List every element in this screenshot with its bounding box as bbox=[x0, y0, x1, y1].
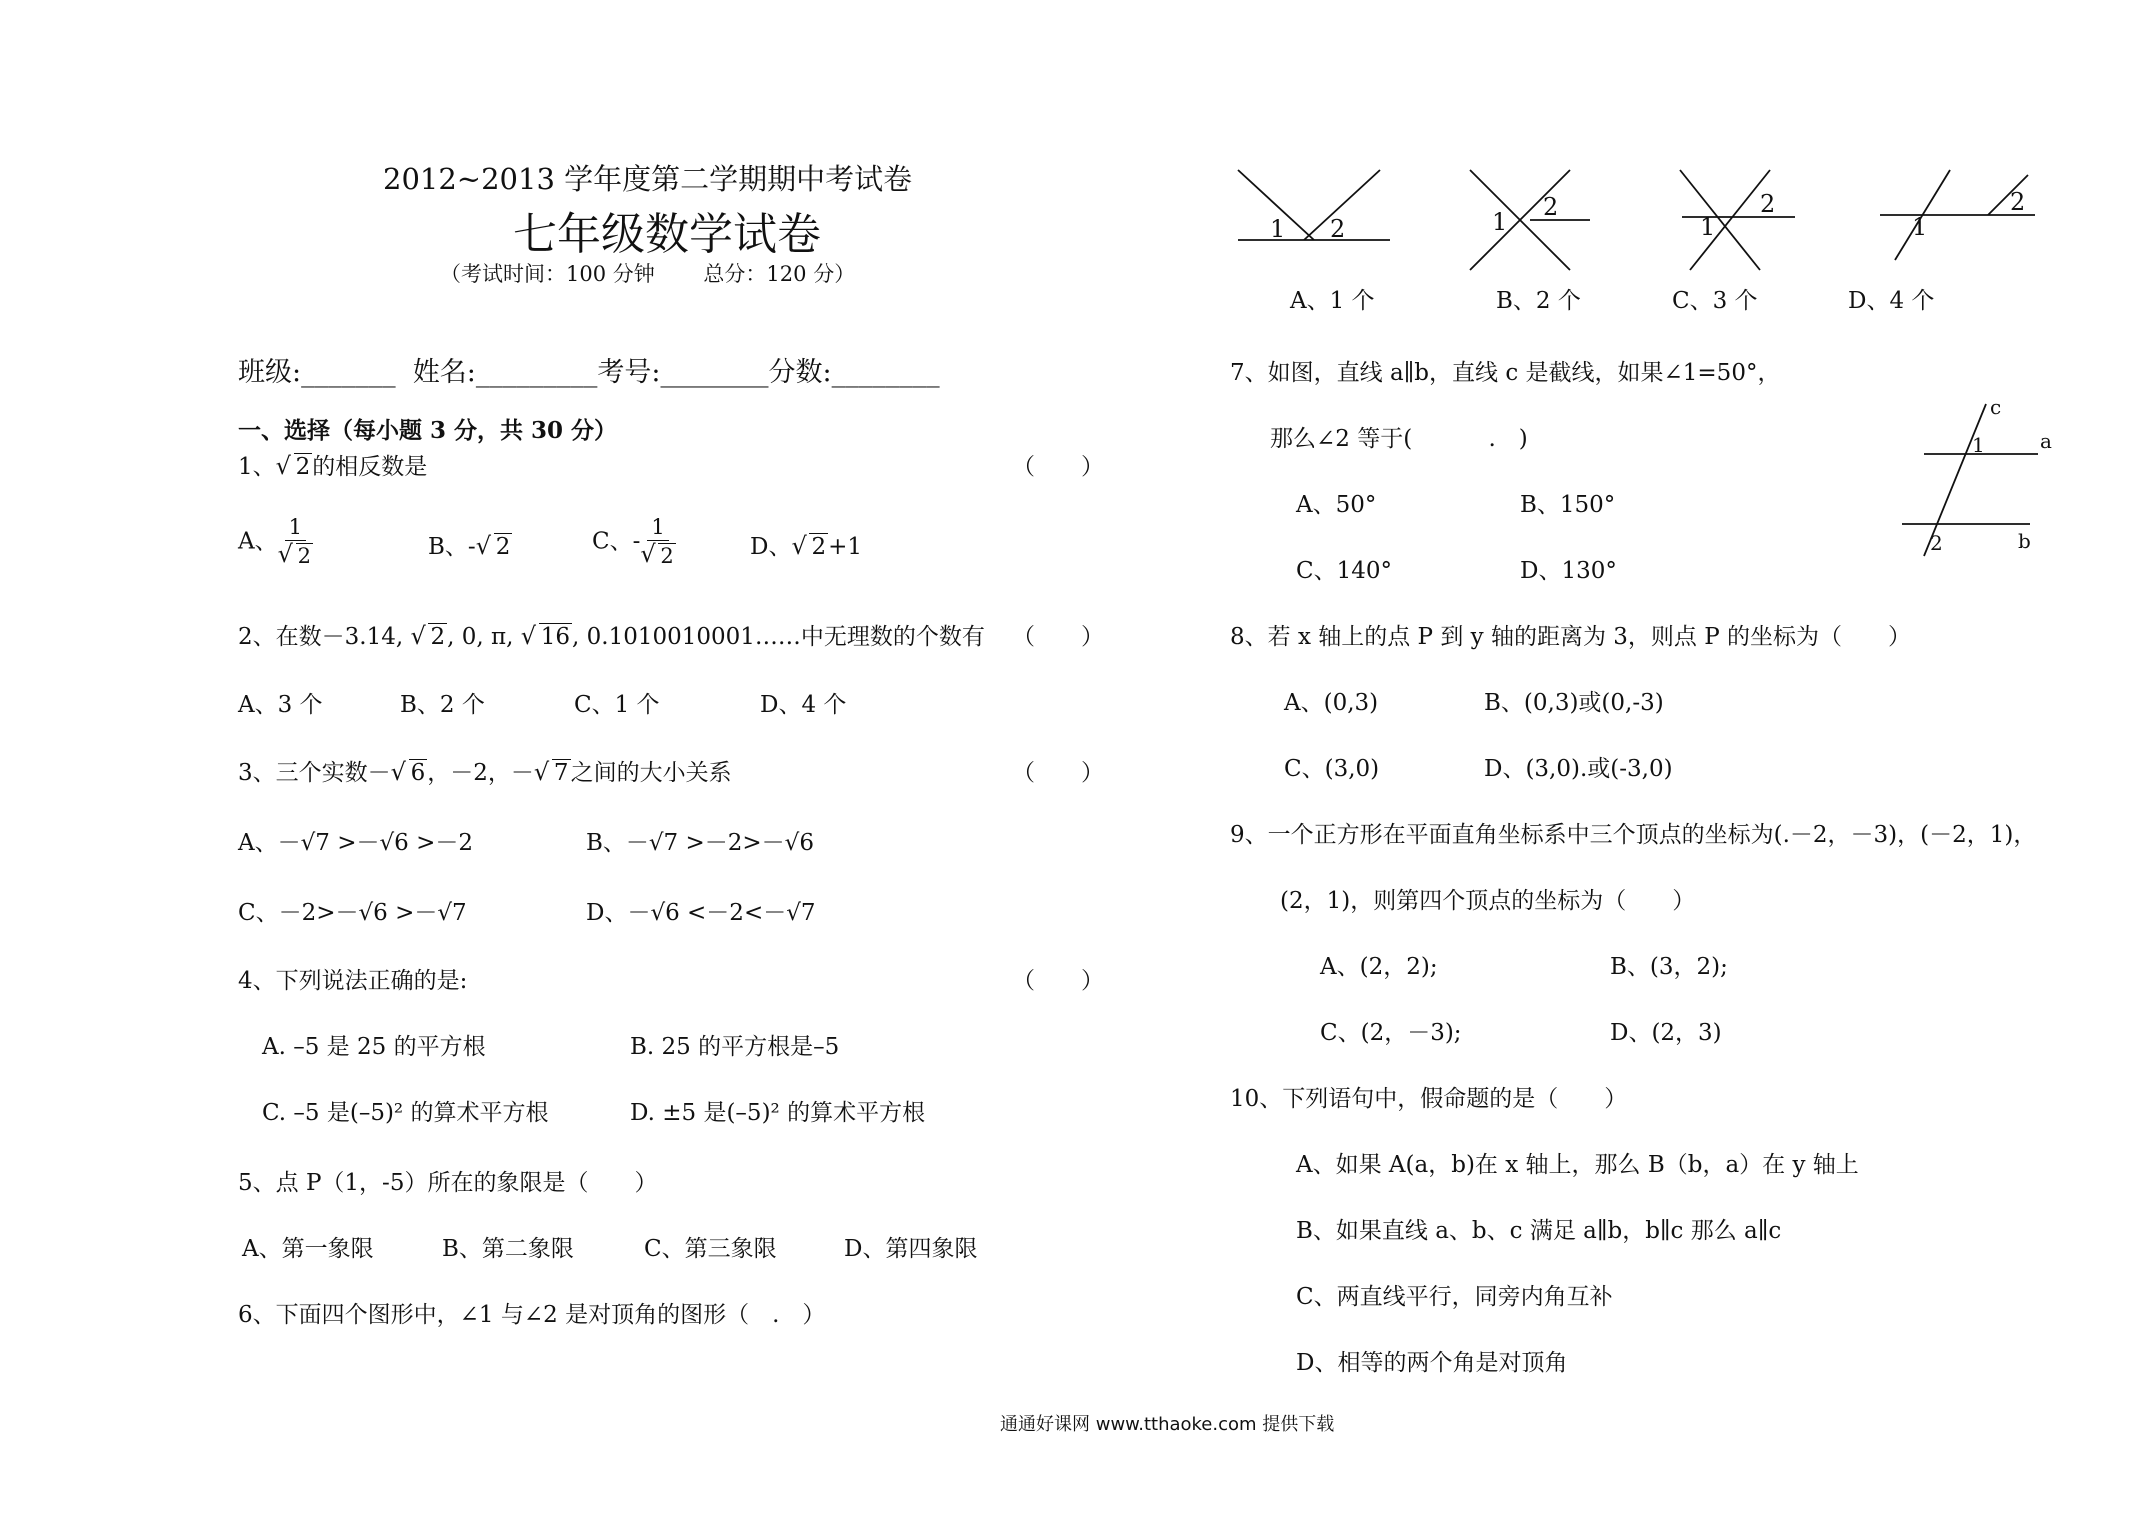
q2-option-d[interactable]: D、4 个 bbox=[760, 692, 847, 718]
q9-option-c[interactable]: C、(2，－3); bbox=[1320, 1020, 1462, 1046]
q4-option-d[interactable]: D. ±5 是(–5)² 的算术平方根 bbox=[630, 1100, 926, 1126]
q5-option-c[interactable]: C、第三象限 bbox=[644, 1236, 777, 1262]
q4-option-b[interactable]: B. 25 的平方根是–5 bbox=[630, 1034, 840, 1060]
class-label: 班级: bbox=[238, 357, 302, 388]
student-info-row bbox=[238, 350, 940, 389]
q5-option-a[interactable]: A、第一象限 bbox=[242, 1236, 374, 1262]
question-4: 4、下列说法正确的是: bbox=[238, 968, 468, 994]
q1-option-a[interactable]: A、 1 √ 2 bbox=[238, 514, 313, 571]
q3-option-b[interactable]: B、－√7 >－2>－√6 bbox=[586, 830, 814, 856]
exam-info: （考试时间：100 分钟 总分：120 分） bbox=[440, 262, 856, 286]
fig-c-label-2: 2 bbox=[1760, 190, 1776, 218]
term-title: 2012~2013 学年度第二学期期中考试卷 bbox=[383, 162, 913, 196]
q8-option-b[interactable]: B、(0,3)或(0,-3) bbox=[1484, 690, 1664, 716]
q1-prefix: 1、 bbox=[238, 454, 276, 480]
q7-label-b: b bbox=[2018, 529, 2031, 553]
q2-option-c[interactable]: C、1 个 bbox=[574, 692, 660, 718]
q1-option-d[interactable]: D、√ 2+1 bbox=[750, 528, 862, 561]
fig-d-label-1: 1 bbox=[1912, 213, 1928, 241]
q2-option-a[interactable]: A、3 个 bbox=[238, 692, 323, 718]
question-7: 7、如图，直线 a∥b，直线 c 是截线，如果∠1=50°， bbox=[1230, 360, 1781, 386]
sqrt-2: √ 2 bbox=[276, 454, 313, 480]
q9-option-b[interactable]: B、(3，2); bbox=[1610, 954, 1728, 980]
q3-option-c[interactable]: C、－2>－√6 >－√7 bbox=[238, 900, 467, 926]
fig-b-label-2: 2 bbox=[1543, 193, 1559, 221]
q1-paren: （ ） bbox=[1012, 454, 1104, 480]
q5-option-d[interactable]: D、第四象限 bbox=[844, 1236, 978, 1262]
q2-paren: （ ） bbox=[1012, 624, 1104, 650]
q4-paren: （ ） bbox=[1012, 968, 1104, 994]
q7-option-c[interactable]: C、140° bbox=[1296, 558, 1392, 584]
name-blank[interactable]: _________ bbox=[475, 357, 598, 388]
question-7-line2: 那么∠2 等于( . ) bbox=[1270, 426, 1528, 452]
number-label: 考号: bbox=[597, 357, 661, 388]
q1-text: 的相反数是 bbox=[312, 454, 428, 480]
question-10: 10、下列语句中，假命题的是（ ） bbox=[1230, 1086, 1628, 1112]
fig-a-label-1: 1 bbox=[1270, 215, 1286, 243]
q7-label-1: 1 bbox=[1972, 433, 1985, 457]
question-9: 9、一个正方形在平面直角坐标系中三个顶点的坐标为(.－2，－3)，(－2，1)， bbox=[1230, 822, 2037, 848]
fig-c-label-1: 1 bbox=[1700, 213, 1716, 241]
question-2: 2、在数－3.14, √ 2, 0, π, √ 16, 0.1010010001……中无理数的个数有 bbox=[238, 618, 985, 651]
fig-b-label-1: 1 bbox=[1492, 208, 1508, 236]
q3-option-a[interactable]: A、－√7 >－√6 >－2 bbox=[238, 830, 473, 856]
question-1 bbox=[238, 448, 427, 481]
q6-option-b[interactable]: B、2 个 bbox=[1496, 288, 1581, 314]
footer-source: 通通好课网 www.tthaoke.com 提供下载 bbox=[1000, 1414, 1335, 1435]
q5-option-b[interactable]: B、第二象限 bbox=[442, 1236, 574, 1262]
question-3: 3、三个实数－√ 6，－2，－√ 7之间的大小关系 bbox=[238, 754, 732, 787]
score-label: 分数: bbox=[768, 357, 832, 388]
q7-label-a: a bbox=[2040, 429, 2052, 453]
q7-label-2: 2 bbox=[1930, 531, 1943, 555]
score-blank[interactable]: ________ bbox=[831, 357, 940, 388]
number-blank[interactable]: ________ bbox=[660, 357, 769, 388]
q2-option-b[interactable]: B、2 个 bbox=[400, 692, 485, 718]
q7-option-b[interactable]: B、150° bbox=[1520, 492, 1616, 518]
q4-option-c[interactable]: C. –5 是(–5)² 的算术平方根 bbox=[262, 1100, 549, 1126]
q8-option-d[interactable]: D、(3,0).或(-3,0) bbox=[1484, 756, 1673, 782]
question-9-line2: (2，1)，则第四个顶点的坐标为（ ） bbox=[1280, 888, 1696, 914]
q4-option-a[interactable]: A. –5 是 25 的平方根 bbox=[262, 1034, 486, 1060]
fig-d-label-2: 2 bbox=[2010, 188, 2026, 216]
name-label: 姓名: bbox=[412, 357, 476, 388]
paper-title: 七年级数学试卷 bbox=[513, 209, 821, 260]
class-blank[interactable]: _______ bbox=[301, 357, 396, 388]
q10-option-c[interactable]: C、两直线平行，同旁内角互补 bbox=[1296, 1284, 1613, 1310]
q7-figure bbox=[1890, 396, 2050, 562]
q3-option-d[interactable]: D、－√6 <－2<－√7 bbox=[586, 900, 816, 926]
q1-option-c[interactable]: C、- 1 √ 2 bbox=[592, 514, 676, 571]
q10-option-b[interactable]: B、如果直线 a、b、c 满足 a∥b，b∥c 那么 a∥c bbox=[1296, 1218, 1782, 1244]
question-5: 5、点 P（1，-5）所在的象限是（ ） bbox=[238, 1170, 658, 1196]
q9-option-a[interactable]: A、(2，2); bbox=[1320, 954, 1438, 980]
q1-option-b[interactable]: B、-√ 2 bbox=[428, 528, 512, 561]
q6-option-c[interactable]: C、3 个 bbox=[1672, 288, 1758, 314]
q8-option-c[interactable]: C、(3,0) bbox=[1284, 756, 1380, 782]
q6-option-d[interactable]: D、4 个 bbox=[1848, 288, 1935, 314]
q10-option-d[interactable]: D、相等的两个角是对顶角 bbox=[1296, 1350, 1568, 1376]
q10-option-a[interactable]: A、如果 A(a，b)在 x 轴上，那么 B（b，a）在 y 轴上 bbox=[1296, 1152, 1859, 1178]
q7-label-c: c bbox=[1990, 395, 2002, 419]
q6-option-a[interactable]: A、1 个 bbox=[1290, 288, 1375, 314]
q3-paren: （ ） bbox=[1012, 760, 1104, 786]
question-8: 8、若 x 轴上的点 P 到 y 轴的距离为 3，则点 P 的坐标为（ ） bbox=[1230, 624, 1911, 650]
fig-a-label-2: 2 bbox=[1330, 215, 1346, 243]
q7-option-a[interactable]: A、50° bbox=[1296, 492, 1377, 518]
q9-option-d[interactable]: D、(2，3) bbox=[1610, 1020, 1722, 1046]
q8-option-a[interactable]: A、(0,3) bbox=[1284, 690, 1379, 716]
question-6: 6、下面四个图形中，∠1 与∠2 是对顶角的图形（ . ） bbox=[238, 1302, 826, 1328]
section-heading: 一、选择（每小题 3 分，共 30 分） bbox=[238, 417, 618, 444]
q7-option-d[interactable]: D、130° bbox=[1520, 558, 1617, 584]
